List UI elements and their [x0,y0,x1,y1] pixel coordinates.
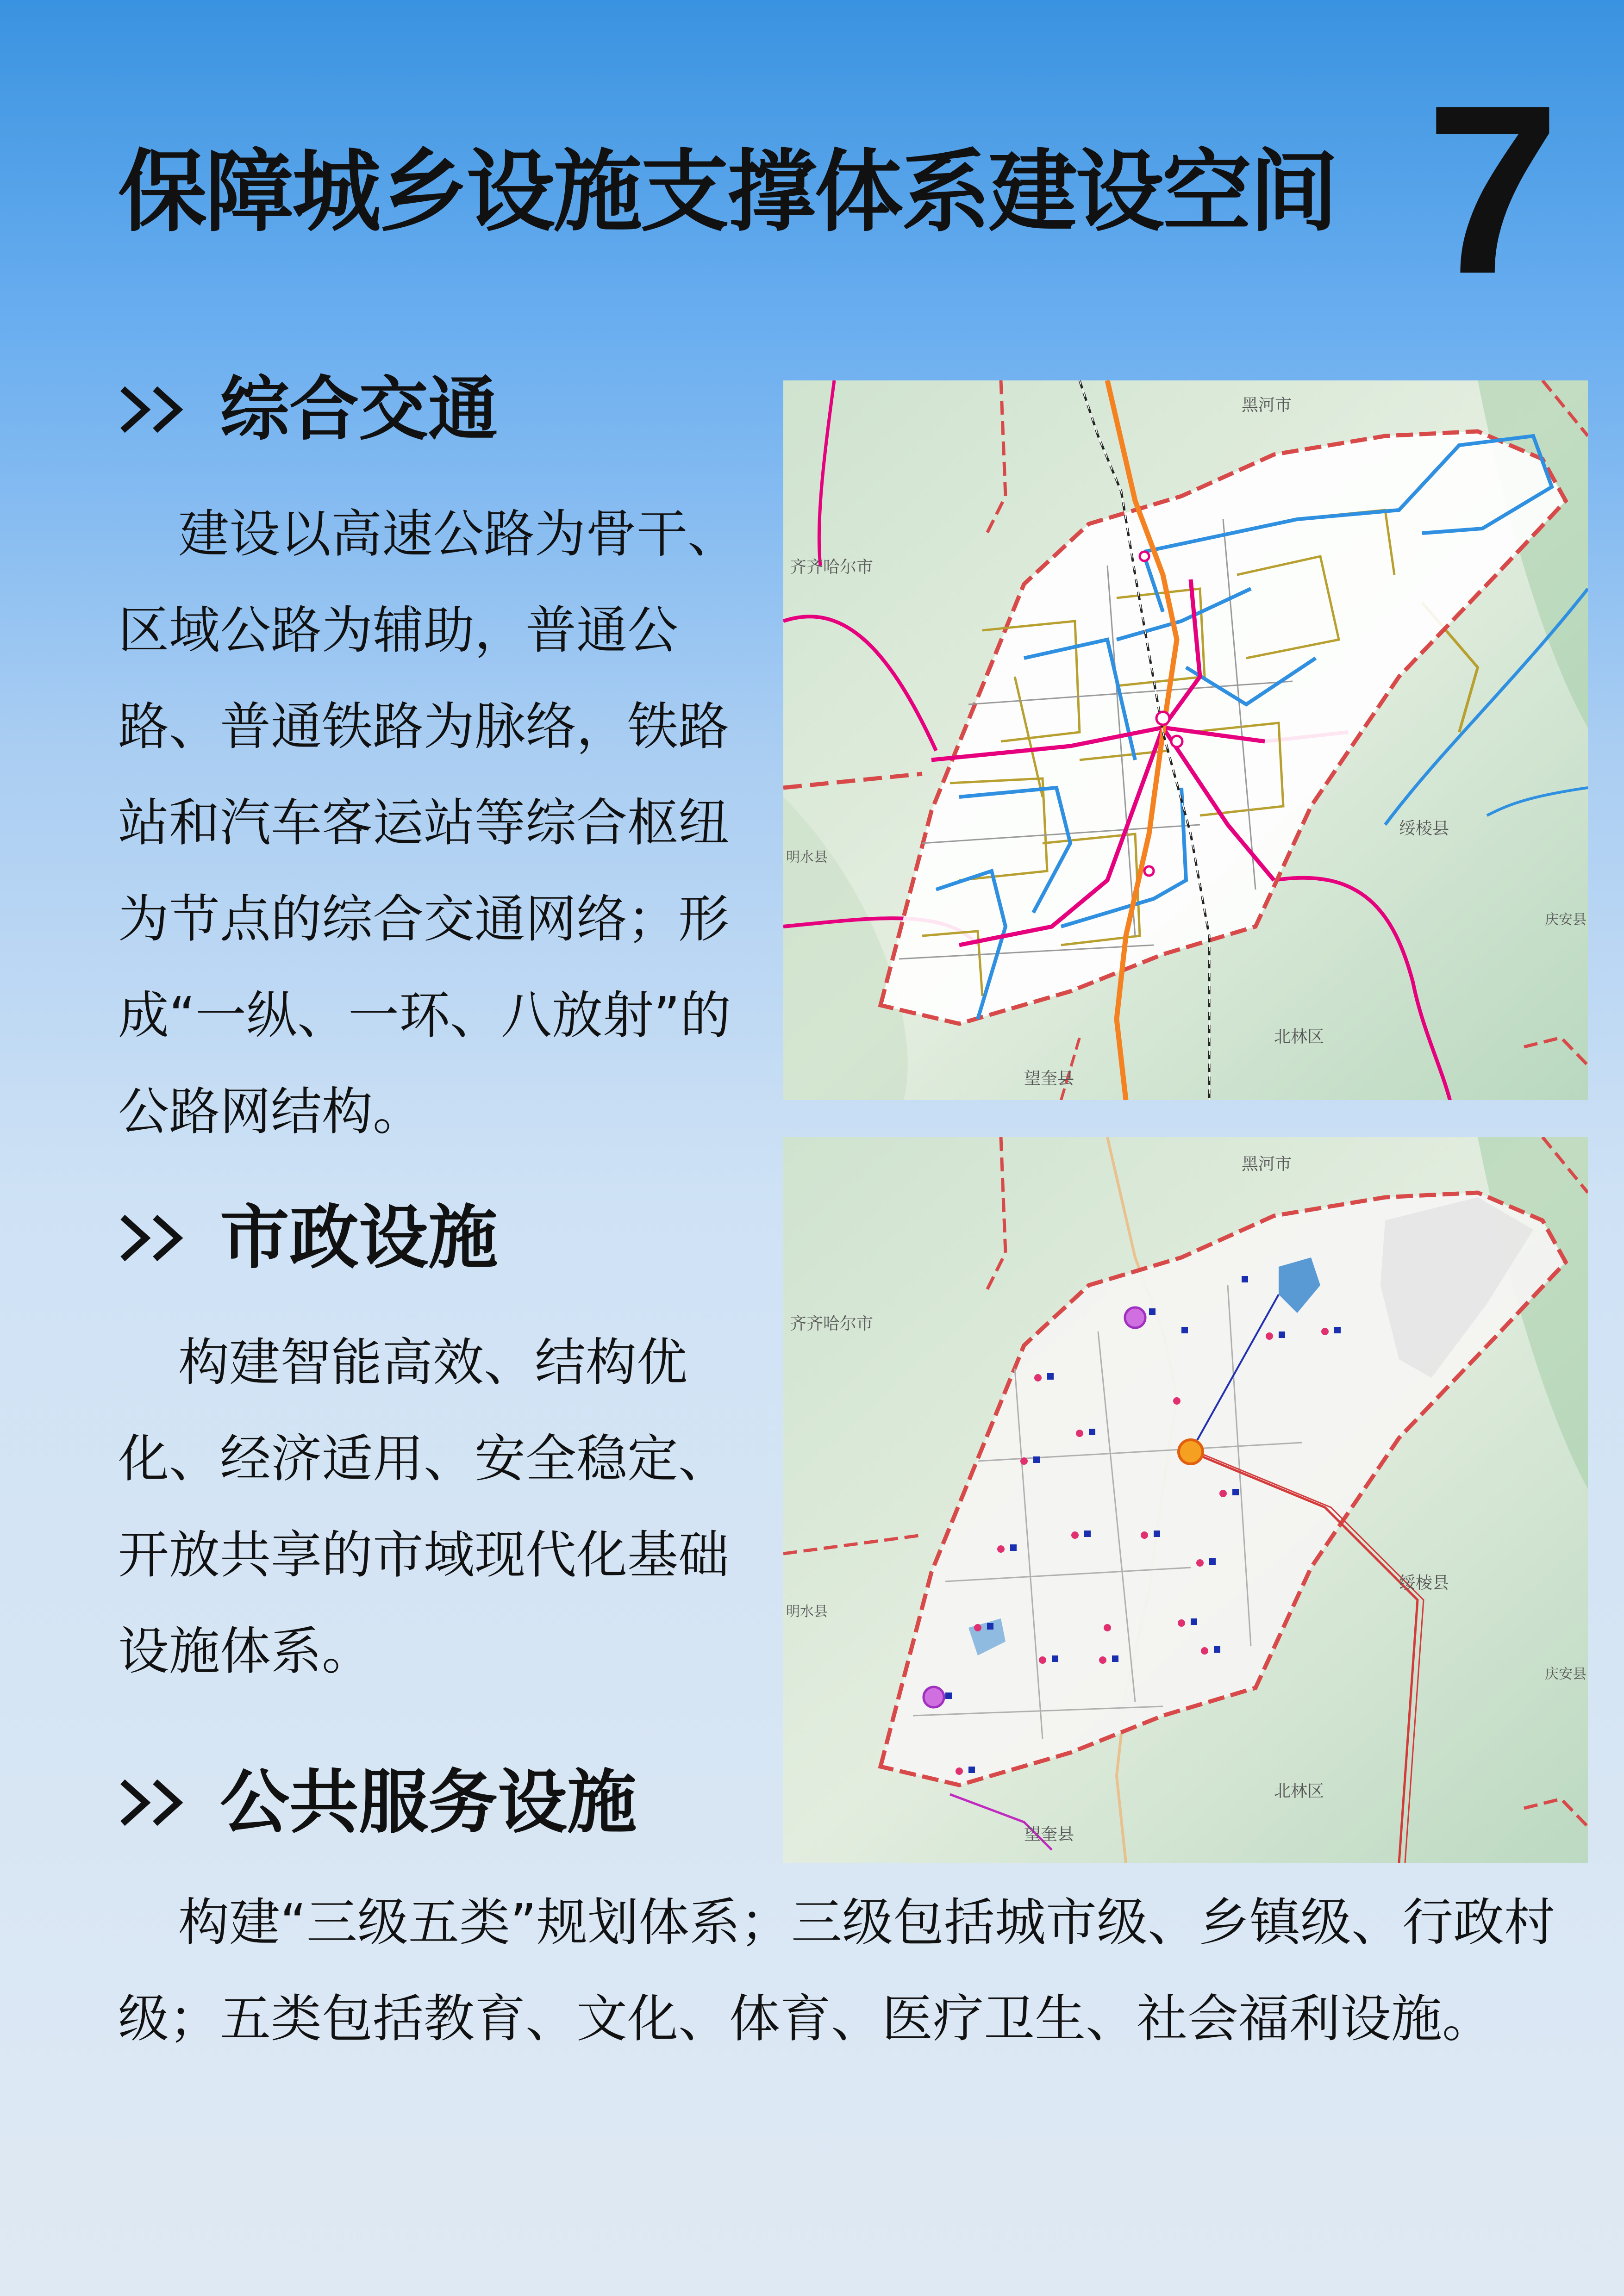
map-label-heihe: 黑河市 [1242,1155,1292,1174]
section-heading-municipal [118,1198,498,1278]
section-heading-text: 综合交通 [220,369,498,450]
map-label-qiqihar: 齐齐哈尔市 [790,558,874,577]
map-label-qiqihar: 齐齐哈尔市 [790,1314,874,1333]
map-label-beilin: 北林区 [1274,1782,1324,1801]
double-chevron-icon [118,382,187,437]
section-heading-text: 市政设施 [220,1198,498,1278]
section-body-municipal: 构建智能高效、结构优化、经济适用、安全稳定、开放共享的市域现代化基础设施体系。 [118,1333,729,1681]
map-label-mingshui: 明水县 [786,849,828,865]
section-heading-text: 公共服务设施 [220,1762,637,1843]
transport-map [783,380,1588,1100]
page-title: 保障城乡设施支撑体系建设空间 [118,141,1337,244]
map-label-suiling: 绥棱县 [1399,1574,1449,1593]
map-label-heihe: 黑河市 [1242,396,1292,415]
section-heading-transport [118,369,498,450]
map-label-suiling: 绥棱县 [1399,819,1449,838]
map-label-mingshui: 明水县 [786,1604,828,1620]
double-chevron-icon [118,1775,187,1830]
section-body-transport: 建设以高速公路为骨干、区域公路为辅助，普通公路、普通铁路为脉络，铁路站和汽车客运站等综合枢纽为节点的综合交通网络；形成“一纵、一环、八放射”的公路网结构。 [118,504,738,1141]
map-label-wangkui: 望奎县 [1024,1069,1074,1088]
double-chevron-icon [118,1210,187,1266]
chapter-number: 7 [1426,55,1560,324]
map-label-wangkui: 望奎县 [1024,1825,1074,1844]
map-label-beilin: 北林区 [1274,1027,1324,1046]
section-body-public-service: 构建“三级五类”规划体系；三级包括城市级、乡镇级、行政村级；五类包括教育、文化、体育、医疗卫生、社会福利设施。 [118,1893,1555,2048]
map-label-qingan: 庆安县 [1545,1666,1587,1682]
section-heading-public-service [118,1762,637,1843]
facilities-map [783,1137,1588,1863]
map-label-qingan: 庆安县 [1545,912,1587,928]
